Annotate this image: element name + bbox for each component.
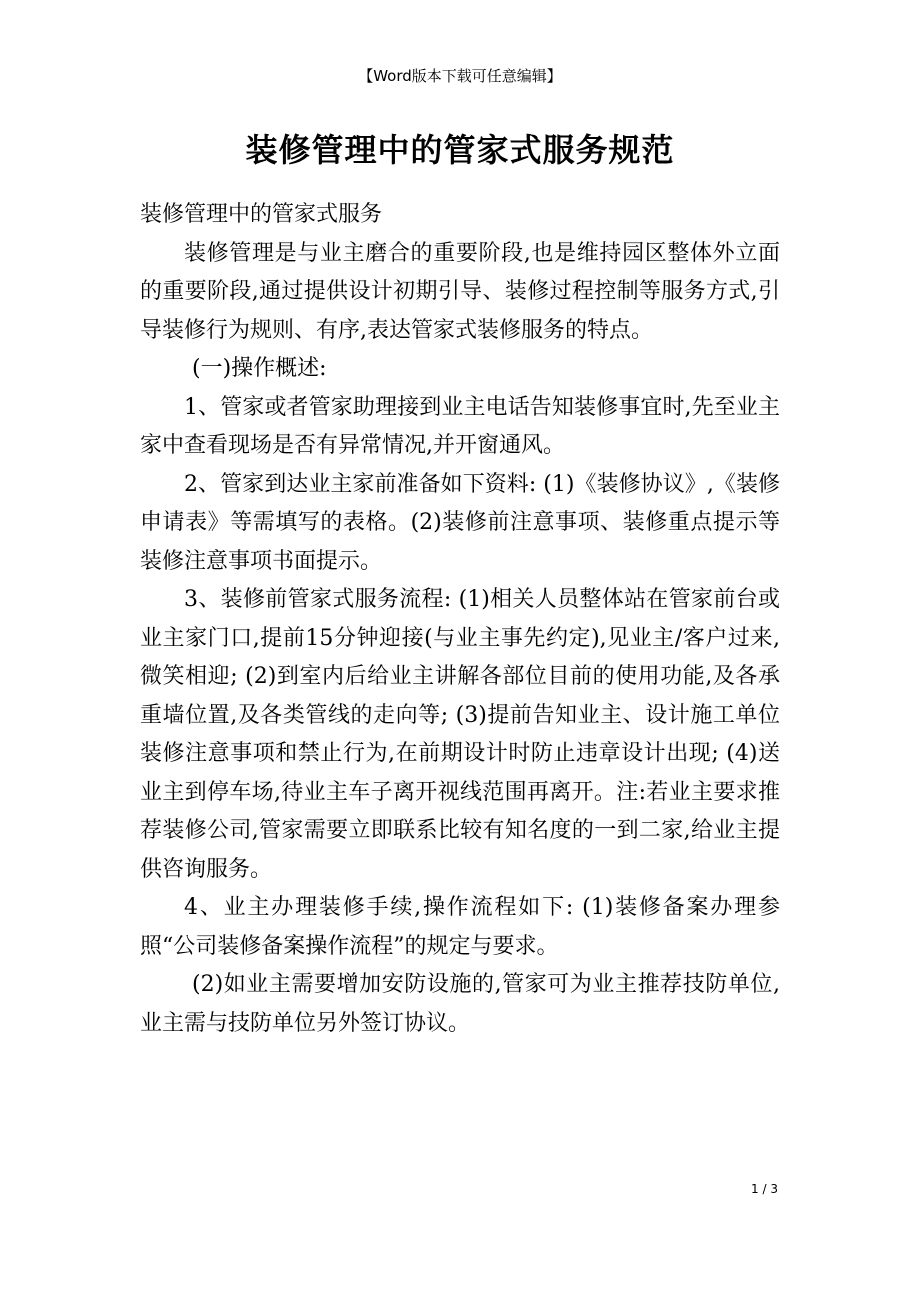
document-body	[140, 196, 780, 1043]
paragraph-item-1: 1、管家或者管家助理接到业主电话告知装修事宜时,先至业主家中查看现场是否有异常情况,并开窗通风。	[140, 394, 780, 458]
paragraph-item-2: 2、管家到达业主家前准备如下资料: (1)《装修协议》,《装修申请表》等需填写的表格。(2)装修前注意事项、装修重点提示等装修注意事项书面提示。	[140, 471, 780, 574]
paragraph-item-4-sub: (2)如业主需要增加安防设施的,管家可为业主推荐技防单位,业主需与技防单位另外签订协议。	[140, 972, 780, 1036]
header-note: 【Word版本下载可任意编辑】	[358, 67, 562, 85]
paragraph-intro: 装修管理是与业主磨合的重要阶段,也是维持园区整体外立面的重要阶段,通过提供设计初期引导、装修过程控制等服务方式,引导装修行为规则、有序,表达管家式装修服务的特点。	[140, 240, 780, 343]
paragraph-item-4: 4、业主办理装修手续,操作流程如下: (1)装修备案办理参照“公司装修备案操作流程”的规定与要求。	[140, 895, 780, 959]
paragraph-subheading: (一)操作概述:	[192, 356, 327, 381]
page-number: 1 / 3	[751, 1182, 778, 1196]
paragraph-item-3: 3、装修前管家式服务流程: (1)相关人员整体站在管家前台或业主家门口,提前15分钟迎接(与业主事先约定),见业主/客户过来,微笑相迎; (2)到室内后给业主讲解各部位目前的使用功能,及各承重墙位置,及各类管线的走向等; (3)提前告知业主、设计施工单位装修注意事项和禁止行为,在前期设计时防止违章设计出现; (4)送业主到停车场,待业主车子离开视线范围再离开。注:若业主要求推荐装修公司,管家需要立即联系比较有知名度的一到二家,给业主提供咨询服务。	[140, 587, 780, 882]
page-title: 装修管理中的管家式服务规范	[245, 131, 675, 169]
section-heading: 装修管理中的管家式服务	[140, 202, 383, 227]
